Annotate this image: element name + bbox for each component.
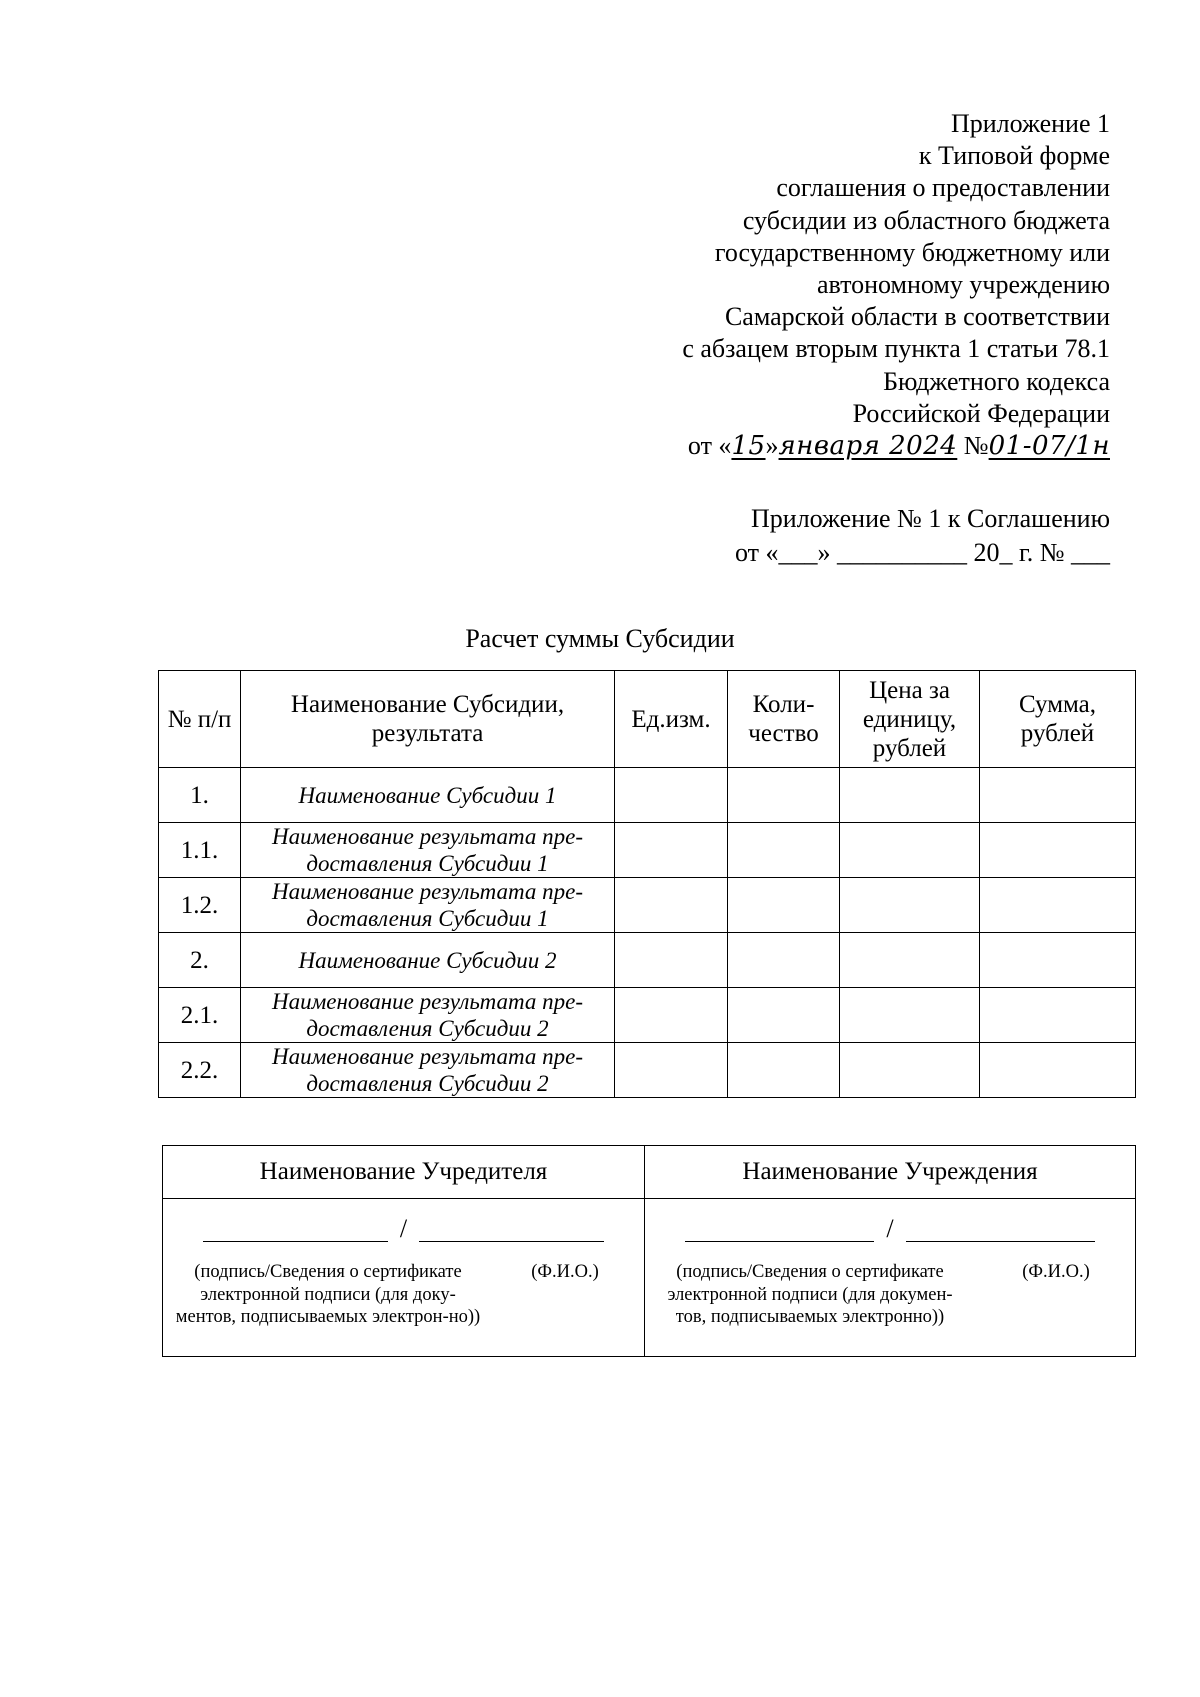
annex-date-line [550, 430, 1110, 462]
table-header-row [159, 671, 1136, 768]
document-number: 01-07/1н [988, 431, 1110, 462]
row-unit-cell [615, 988, 728, 1043]
row-name: Наименование результата пре-доставления Субсидии 1 [241, 823, 615, 878]
date-mid: » [765, 431, 779, 461]
table-row [159, 988, 1136, 1043]
table-row [159, 878, 1136, 933]
row-quantity-cell [728, 768, 840, 823]
header-unit: Ед.изм. [615, 671, 728, 768]
institution-signature-line [685, 1215, 1095, 1242]
row-name: Наименование Субсидии 2 [241, 933, 615, 988]
header-sum: Сумма, рублей [980, 671, 1136, 768]
date-day: 15 [731, 431, 766, 462]
row-name: Наименование результата пре-доставления Субсидии 2 [241, 1043, 615, 1098]
row-quantity-cell [728, 823, 840, 878]
date-month-year: января 2024 [778, 431, 958, 462]
row-price-cell [840, 823, 980, 878]
signature-blank [203, 1215, 388, 1242]
table-row [159, 933, 1136, 988]
row-name: Наименование результата пре-доставления Субсидии 2 [241, 988, 615, 1043]
table-row [159, 768, 1136, 823]
row-quantity-cell [728, 933, 840, 988]
row-sum-cell [980, 823, 1136, 878]
row-name: Наименование результата пре-доставления Субсидии 1 [241, 878, 615, 933]
table-row [159, 823, 1136, 878]
institution-header: Наименование Учреждения [645, 1146, 1136, 1199]
calc-title: Расчет суммы Субсидии [465, 624, 735, 653]
row-number: 1.2. [159, 878, 241, 933]
row-price-cell [840, 878, 980, 933]
annex-line: автономному учреждению [816, 270, 1110, 300]
subsidy-table [158, 670, 1136, 1098]
date-prefix: от « [687, 431, 732, 461]
agreement-block [550, 502, 1110, 570]
row-quantity-cell [728, 988, 840, 1043]
row-unit-cell [615, 878, 728, 933]
row-number: 2. [159, 933, 241, 988]
annex-line: с абзацем вторым пункта 1 статьи 78.1 [682, 334, 1110, 364]
annex-line: государственному бюджетному или [714, 237, 1110, 267]
row-unit-cell [615, 768, 728, 823]
annex-line: субсидии из областного бюджета [742, 205, 1110, 235]
row-sum-cell [980, 933, 1136, 988]
row-unit-cell [615, 933, 728, 988]
header-price: Цена за единицу, рублей [840, 671, 980, 768]
fio-blank [906, 1215, 1095, 1242]
row-price-cell [840, 988, 980, 1043]
row-number: 2.1. [159, 988, 241, 1043]
signature-table [162, 1145, 1136, 1357]
institution-signature-cell [645, 1199, 1136, 1357]
institution-fio-note: (Ф.И.О.) [1022, 1262, 1090, 1282]
number-prefix: № [957, 431, 989, 461]
table-row [159, 1043, 1136, 1098]
header-number: № п/п [159, 671, 241, 768]
row-quantity-cell [728, 1043, 840, 1098]
agreement-date-line: от «___» __________ 20_ г. № ___ [734, 538, 1110, 567]
signature-blank [685, 1215, 874, 1242]
row-unit-cell [615, 1043, 728, 1098]
founder-fio-note: (Ф.И.О.) [531, 1262, 599, 1282]
row-name: Наименование Субсидии 1 [241, 768, 615, 823]
header-name: Наименование Субсидии, результата [241, 671, 615, 768]
founder-header: Наименование Учредителя [163, 1146, 645, 1199]
annex-line: соглашения о предоставлении [776, 173, 1110, 203]
founder-signature-note: (подпись/Сведения о сертификате электронной подписи (для доку-ментов, подписываемых электрон-но)) [175, 1262, 481, 1327]
founder-signature-cell [163, 1199, 645, 1357]
row-unit-cell [615, 823, 728, 878]
agreement-title: Приложение № 1 к Соглашению [751, 504, 1110, 533]
row-price-cell [840, 768, 980, 823]
row-sum-cell [980, 768, 1136, 823]
row-sum-cell [980, 988, 1136, 1043]
row-price-cell [840, 933, 980, 988]
fio-blank [419, 1215, 604, 1242]
signature-slash: / [399, 1214, 408, 1243]
row-sum-cell [980, 878, 1136, 933]
row-sum-cell [980, 1043, 1136, 1098]
institution-signature-note: (подпись/Сведения о сертификате электронной подписи (для докумен-тов, подписываемых электронно)) [667, 1262, 953, 1327]
annex-line: Российской Федерации [852, 398, 1110, 428]
annex-block [550, 108, 1110, 462]
row-number: 1.1. [159, 823, 241, 878]
row-number: 2.2. [159, 1043, 241, 1098]
founder-signature-line [203, 1215, 604, 1242]
row-number: 1. [159, 768, 241, 823]
signature-slash: / [886, 1214, 894, 1243]
header-quantity: Коли-чество [728, 671, 840, 768]
row-quantity-cell [728, 878, 840, 933]
annex-line: Приложение 1 [950, 109, 1110, 138]
annex-line: к Типовой форме [918, 141, 1110, 171]
annex-line: Бюджетного кодекса [883, 366, 1110, 396]
annex-line: Самарской области в соответствии [724, 302, 1110, 332]
row-price-cell [840, 1043, 980, 1098]
